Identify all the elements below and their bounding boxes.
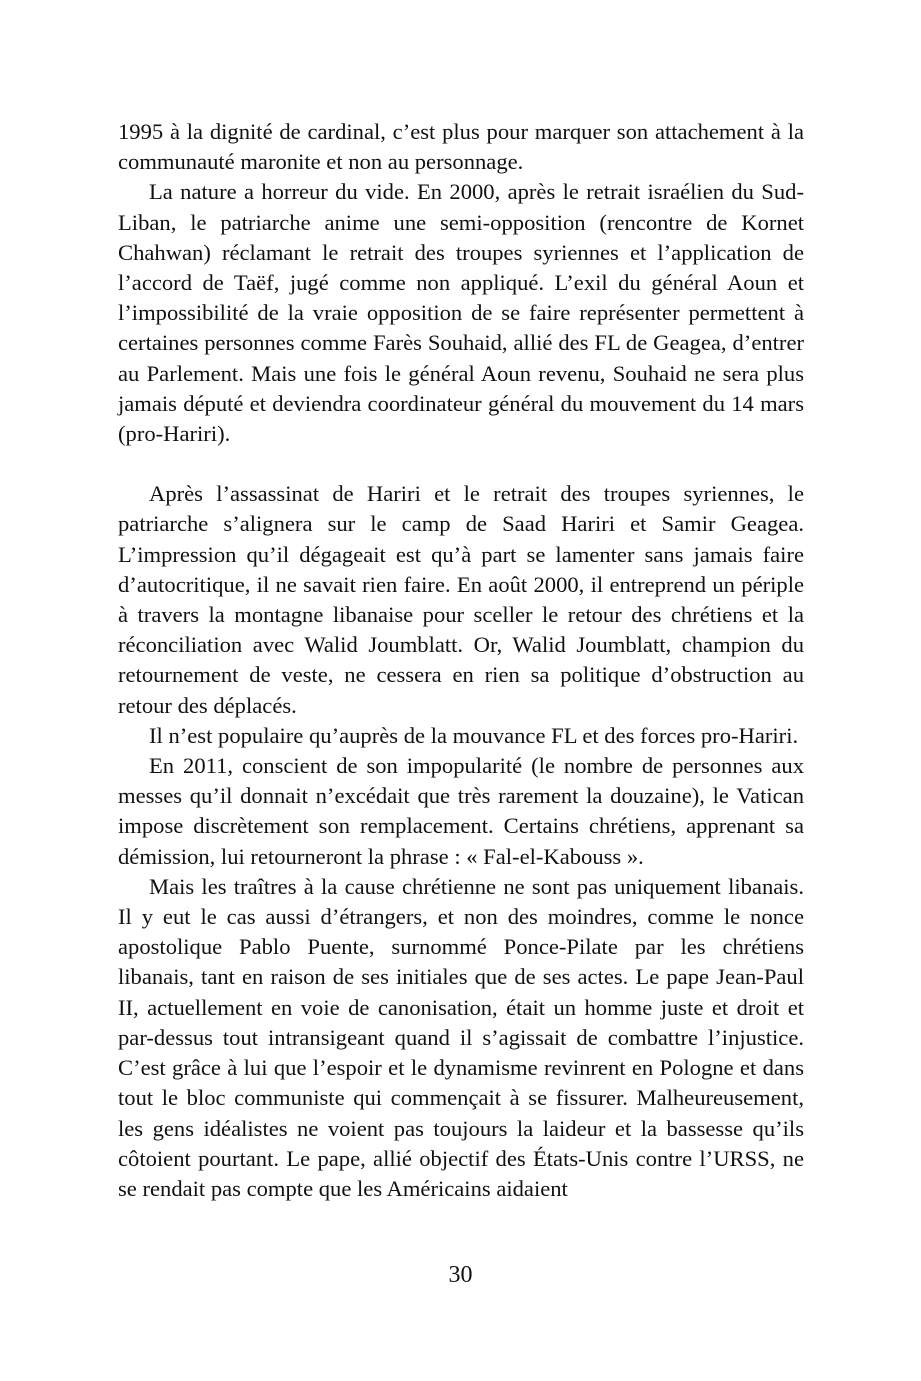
page-body [118,117,804,1204]
paragraph: Après l’assassinat de Hariri et le retrait des troupes syriennes, le patriarche s’alignera sur le camp de Saad Hariri et Samir Geagea. L’impression qu’il dégageait est qu’à part se lamenter sans jamais faire d’autocritique, il ne savait rien faire. En août 2000, il entreprend un périple à travers la montagne libanaise pour sceller le retour des chrétiens et la réconciliation avec Walid Joumblatt. Or, Walid Joumblatt, champion du retournement de veste, ne cessera en rien sa politique d’obstruction au retour des déplacés. [118,481,804,718]
paragraph: La nature a horreur du vide. En 2000, après le retrait israélien du Sud-Liban, le patriarche anime une semi-opposition (rencontre de Kornet Chahwan) réclamant le retrait des troupes syriennes et l’application de l’accord de Taëf, jugé comme non appliqué. L’exil du général Aoun et l’impossibilité de la vraie opposition de se faire représenter permettent à certaines personnes comme Farès Souhaid, allié des FL de Geagea, d’entrer au Parlement. Mais une fois le général Aoun revenu, Souhaid ne sera plus jamais député et deviendra coordinateur général du mouvement du 14 mars (pro-Hariri). [118,179,804,447]
paragraph: En 2011, conscient de son impopularité (le nombre de personnes aux messes qu’il donnait n’excédait que très rarement la douzaine), le Vatican impose discrètement son remplacement. Certains chrétiens, apprenant sa démission, lui retourneront la phrase : « Fal-el-Kabouss ». [118,753,804,869]
paragraph: Mais les traîtres à la cause chrétienne ne sont pas uniquement libanais. Il y eut le cas aussi d’étrangers, et non des moindres, comme le nonce apostolique Pablo Puente, surnommé Ponce-Pilate par les chrétiens libanais, tant en raison de ses initiales que de ses actes. Le pape Jean-Paul II, actuellement en voie de canonisation, était un homme juste et droit et par-dessus tout intransigeant quand il s’agissait de combattre l’injustice. C’est grâce à lui que l’espoir et le dynamisme revinrent en Pologne et dans tout le bloc communiste qui commençait à se fissurer. Malheureusement, les gens idéalistes ne voient pas toujours la laideur et la bassesse qu’ils côtoient pourtant. Le pape, allié objectif des États-Unis contre l’URSS, ne se rendait pas compte que les Américains aidaient [118,873,804,1201]
page-number: 30 [448,1262,473,1288]
section-gap [118,449,804,479]
paragraph-continuation: 1995 à la dignité de cardinal, c’est plus pour marquer son attachement à la communauté maronite et non au personnage. [118,119,804,175]
paragraph: Il n’est populaire qu’auprès de la mouvance FL et des forces pro-Hariri. [149,722,799,748]
